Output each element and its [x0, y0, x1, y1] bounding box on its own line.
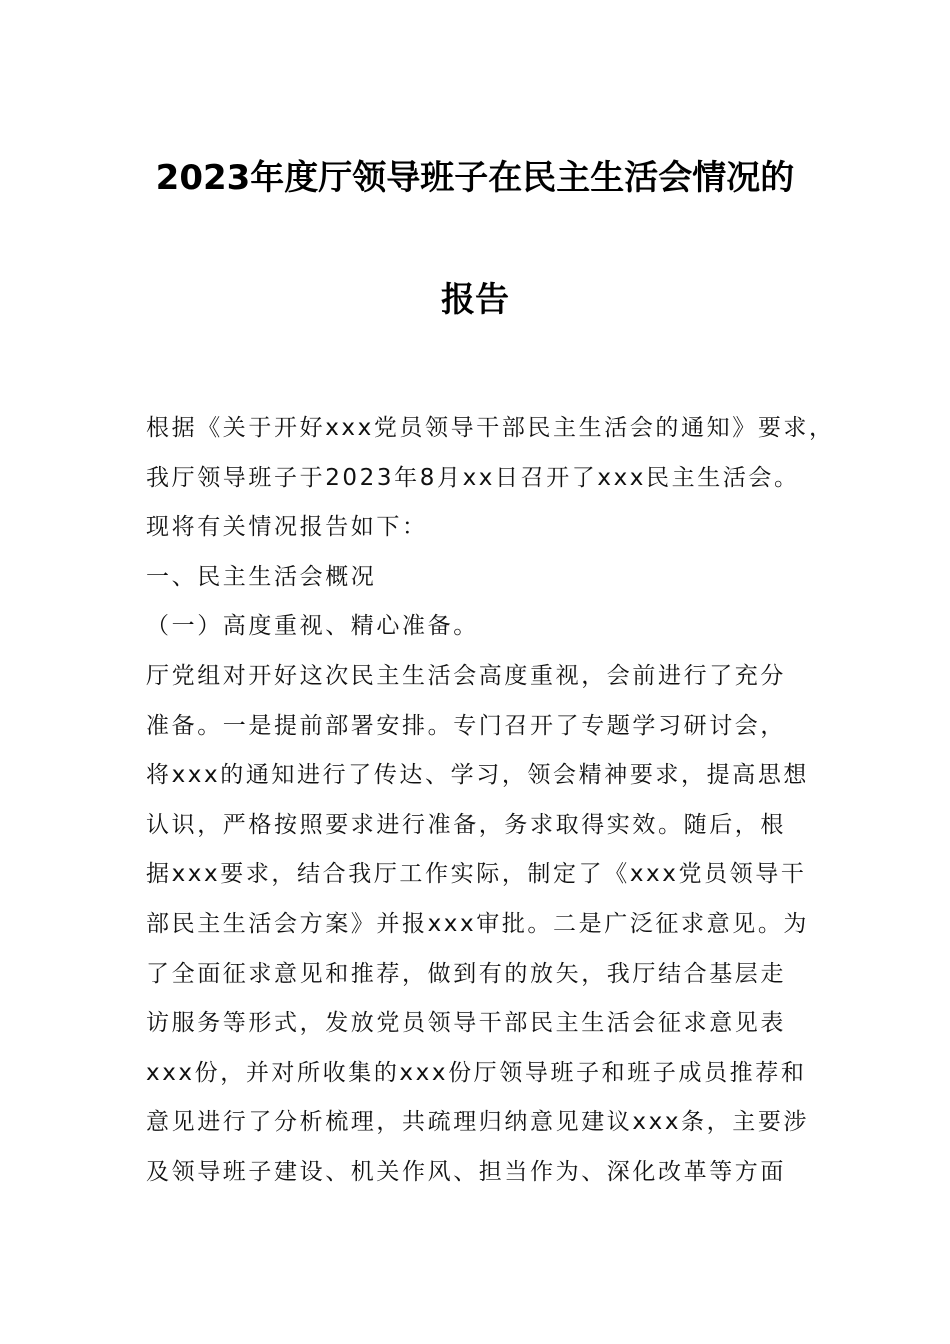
- body-line: xxx份，并对所收集的xxx份厅领导班子和班子成员推荐和: [146, 1059, 807, 1086]
- body-line: 准备。一是提前部署安排。专门召开了专题学习研讨会，: [146, 712, 786, 739]
- body-line: 将xxx的通知进行了传达、学习，领会精神要求，提高思想: [146, 762, 810, 789]
- document-title-line-2: 报告: [441, 280, 509, 320]
- body-line: 部民主生活会方案》并报xxx审批。二是广泛征求意见。为: [146, 910, 810, 937]
- body-line: 根据《关于开好xxx党员领导干部民主生活会的通知》要求，: [146, 415, 835, 441]
- body-line: 现将有关情况报告如下：: [146, 514, 428, 541]
- body-line: 及领导班子建设、机关作风、担当作为、深化改革等方面: [146, 1158, 786, 1185]
- body-line: 认识，严格按照要求进行准备，务求取得实效。随后，根: [146, 811, 786, 838]
- subsection-heading: （一）高度重视、精心准备。: [146, 613, 479, 640]
- section-heading: 一、民主生活会概况: [146, 563, 377, 590]
- body-line: 访服务等形式，发放党员领导干部民主生活会征求意见表: [146, 1010, 786, 1037]
- body-line: 意见进行了分析梳理，共疏理归纳意见建议xxx条，主要涉: [146, 1109, 810, 1136]
- body-line: 据xxx要求，结合我厅工作实际，制定了《xxx党员领导干: [146, 861, 807, 888]
- body-line: 我厅领导班子于2023年8月xx日召开了xxx民主生活会。: [146, 464, 800, 491]
- body-line: 了全面征求意见和推荐，做到有的放矢，我厅结合基层走: [146, 960, 786, 987]
- body-line: 厅党组对开好这次民主生活会高度重视，会前进行了充分: [146, 662, 786, 689]
- document-body: [146, 404, 835, 1198]
- document-title-line-1: 2023年度厅领导班子在民主生活会情况的: [155, 158, 795, 198]
